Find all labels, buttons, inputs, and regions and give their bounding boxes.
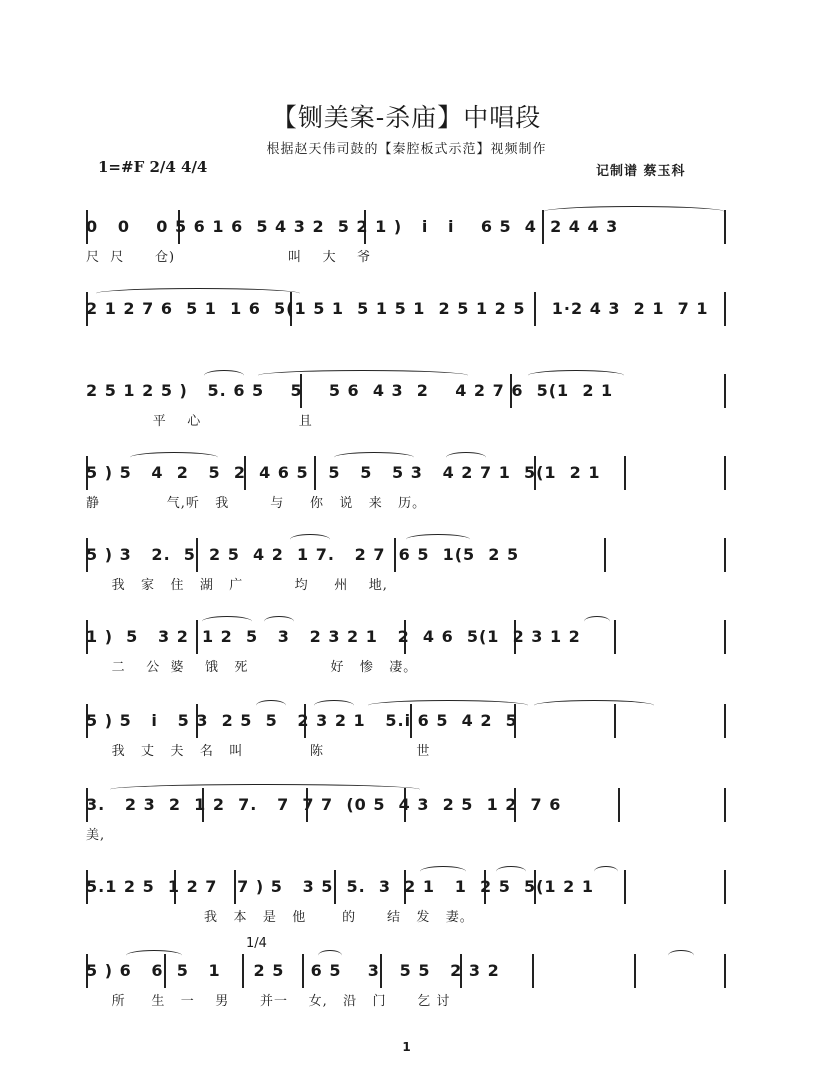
score-row-8 xyxy=(86,792,726,862)
notes-line: 5 ) 3 2. 5 2 5 4 2 1 7. 2 7 6 5 1(5 2 5 xyxy=(86,545,520,564)
lyrics-line: 我 本 是 他 的 结 发 妻。 xyxy=(86,910,474,925)
notes-line: 5 ) 5 i 5 3 2 5 5 2 3 2 1 5.i 6 5 4 2 5 xyxy=(86,711,518,730)
lyrics-line: 尺 尺 仓) 叫 大 爷 xyxy=(86,250,372,265)
key-signature: 1=#F 2/4 4/4 xyxy=(98,158,208,176)
notes-line: 3. 2 3 2 1 2 7. 7 7 7 (0 5 4 3 2 5 1 2 7 6 xyxy=(86,795,562,814)
lyrics-line: 美, xyxy=(86,828,106,843)
notes-line: 2 5 1 2 5 ) 5. 6 5 5 5 6 4 3 2 4 2 7 6 5(1 2 1 xyxy=(86,381,614,400)
lyrics-line: 二 公 婆 饿 死 好 惨 凄。 xyxy=(86,660,418,675)
page-number: 1 xyxy=(402,1040,411,1054)
lyrics-line: 所 生 一 男 并一 女, 沿 门 乞 讨 xyxy=(86,994,451,1009)
score-row-10 xyxy=(86,958,726,1028)
score-row-9 xyxy=(86,874,726,944)
lyrics-line: 我 家 住 湖 广 均 州 地, xyxy=(86,578,388,593)
page-subtitle: 根据赵天伟司鼓的【秦腔板式示范】视频制作 xyxy=(266,142,547,157)
notes-line: 1 ) 5 3 2 1 2 5 3 2 3 2 1 2 4 6 5(1 2 3 1 2 xyxy=(86,627,581,646)
lyrics-line xyxy=(86,330,726,350)
measure-mark: 1/4 xyxy=(246,936,267,951)
lyrics-line: 我 丈 夫 名 叫 陈 世 xyxy=(86,744,431,759)
score-row-1 xyxy=(86,214,726,284)
score-row-7 xyxy=(86,708,726,778)
score-row-6 xyxy=(86,624,726,694)
notes-line: 0 0 0 5 6 1 6 5 4 3 2 5 2 1 ) i i 6 5 4 2 4 4 3 xyxy=(86,217,619,236)
score-row-3 xyxy=(86,378,726,448)
score-row-2 xyxy=(86,296,726,366)
credit: 记制谱 蔡玉科 xyxy=(596,164,686,179)
notes-line: 5.1 2 5 1 2 7 7 ) 5 3 5 5. 3 2 1 1 2 5 5(1 2 1 xyxy=(86,877,594,896)
score-row-4 xyxy=(86,460,726,530)
lyrics-line: 静 气,听 我 与 你 说 来 历。 xyxy=(86,496,427,511)
notes-line: 5 ) 6 6 5 1 2 5 6 5 3 5 5 2 3 2 xyxy=(86,961,500,980)
notes-line: 2 1 2 7 6 5 1 1 6 5(1 5 1 5 1 5 1 2 5 1 2 5 1·2 4 3 2 1 7 1 xyxy=(86,299,709,318)
lyrics-line: 平 心 且 xyxy=(86,414,313,429)
notes-line: 5 ) 5 4 2 5 2 4 6 5 5 5 5 3 4 2 7 1 5(1 2 1 xyxy=(86,463,601,482)
page-title: 【铡美案-杀庙】中唱段 xyxy=(271,103,542,132)
score-row-5 xyxy=(86,542,726,612)
